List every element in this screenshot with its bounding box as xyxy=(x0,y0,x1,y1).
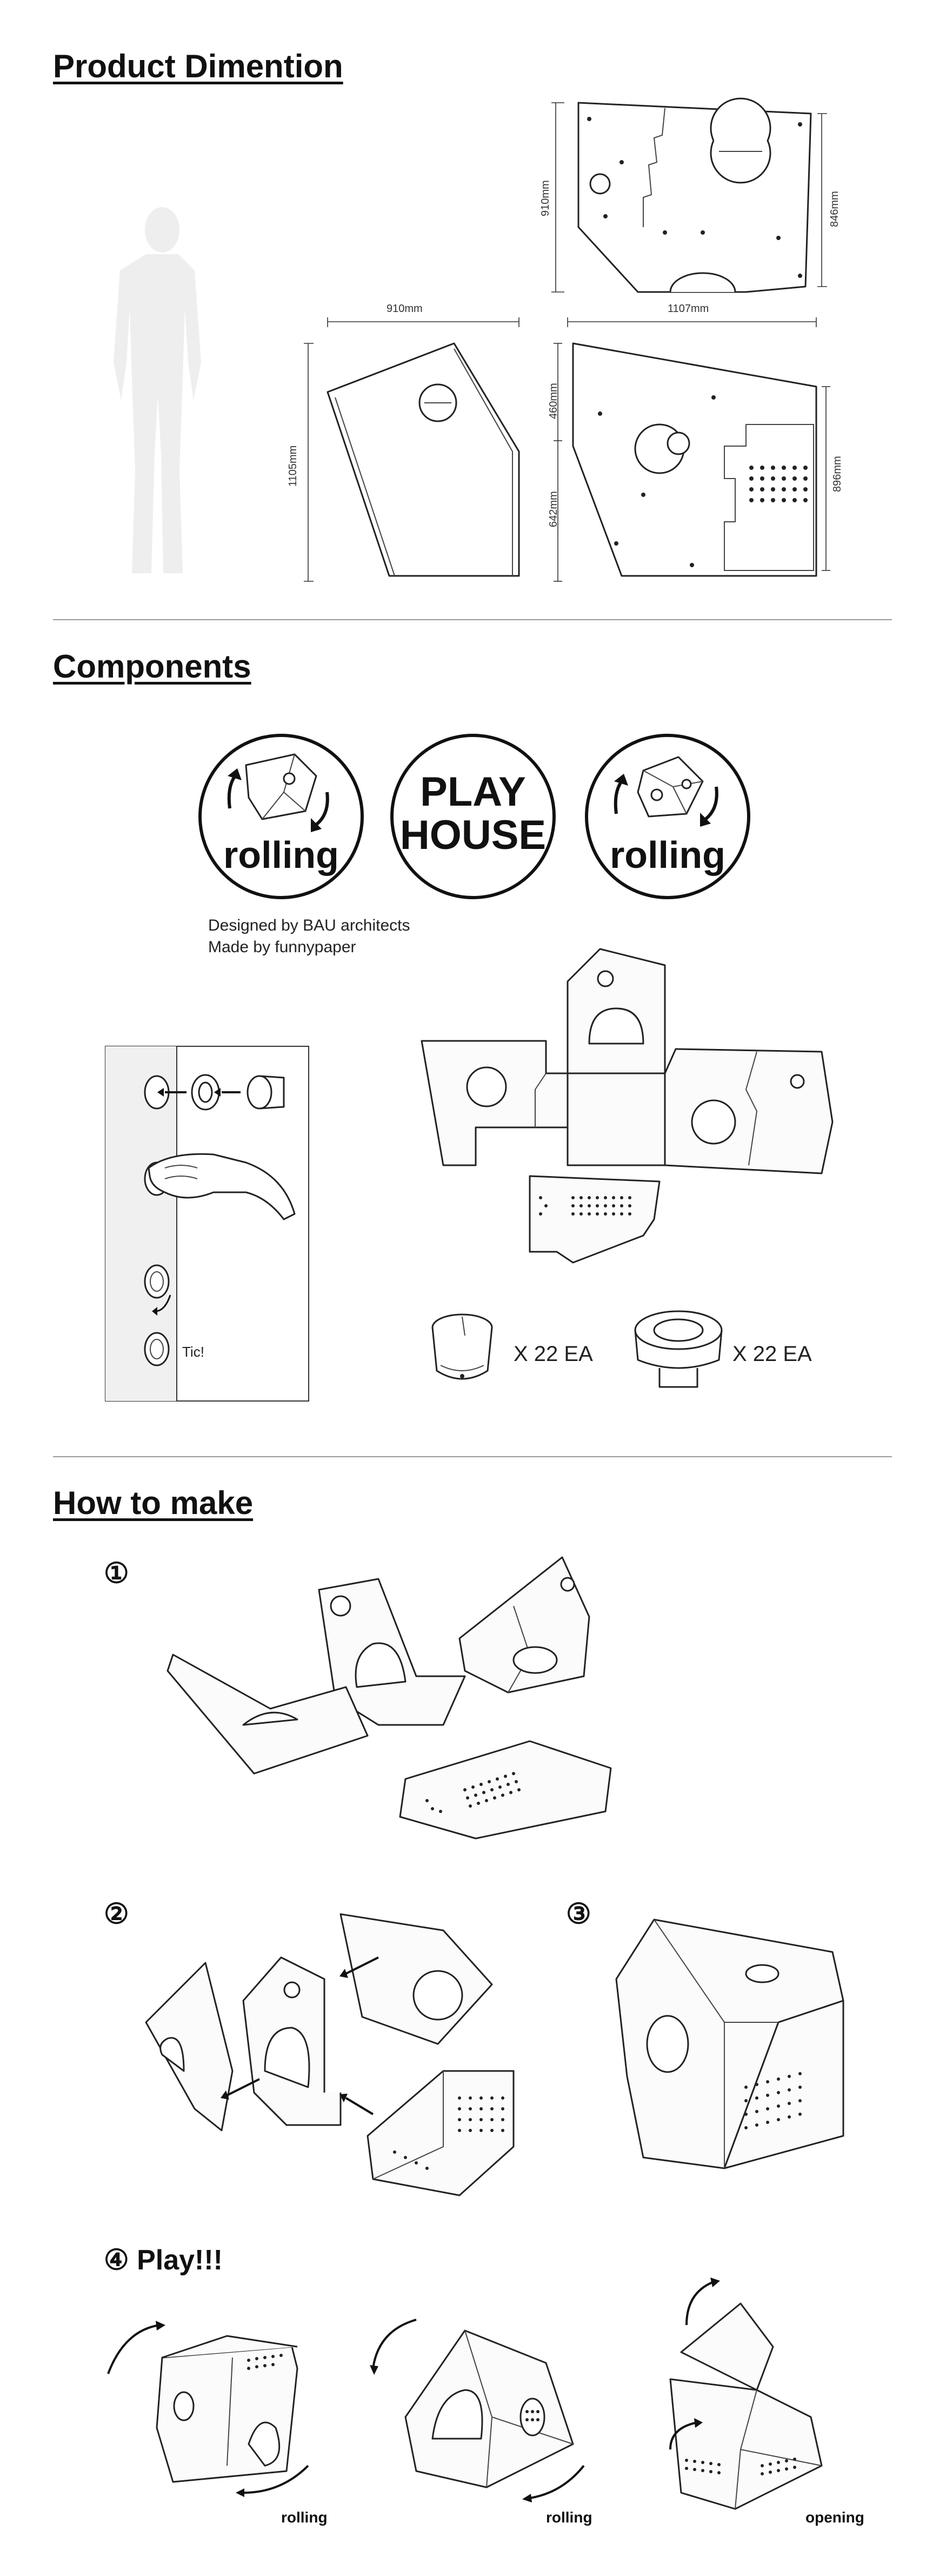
credit-made xyxy=(208,938,356,957)
svg-text:846mm: 846mm xyxy=(829,191,841,227)
step-4-label: ④ Play!!! xyxy=(104,2245,223,2276)
svg-text:460mm: 460mm xyxy=(548,383,559,419)
svg-text:Tic!: Tic! xyxy=(182,1344,204,1360)
svg-text:1105mm: 1105mm xyxy=(287,445,299,487)
svg-text:896mm: 896mm xyxy=(831,456,843,492)
step-1-panels-drawing xyxy=(162,1546,784,1849)
badge-rolling-left xyxy=(197,733,365,900)
step-3-assembled-drawing xyxy=(605,1914,854,2185)
front-view-drawing xyxy=(551,316,838,587)
play-rolling-1-drawing xyxy=(103,2320,324,2504)
credit-designed xyxy=(208,917,410,935)
section-title-howto: How to make xyxy=(53,1485,254,1521)
dim-front-right-label xyxy=(830,438,846,503)
svg-text:HOUSE: HOUSE xyxy=(399,812,547,858)
play-caption-2: rolling xyxy=(546,2509,592,2526)
svg-text:PLAY: PLAY xyxy=(420,769,526,815)
dim-front-width-label: 1107mm xyxy=(668,303,709,315)
svg-text:642mm: 642mm xyxy=(548,491,559,527)
credit-designed-prefix: Designed by xyxy=(208,917,303,934)
step-1-label: ① xyxy=(104,1558,129,1589)
fastener-qty-a: X 22 EA xyxy=(514,1342,593,1366)
credit-made-name: funnypaper xyxy=(275,938,356,956)
play-rolling-2-drawing xyxy=(368,2309,605,2504)
svg-text:rolling: rolling xyxy=(610,834,725,876)
divider-1 xyxy=(53,619,892,620)
unfolded-net-drawing xyxy=(411,949,838,1327)
step-2-label: ② xyxy=(104,1898,129,1930)
credit-made-prefix: Made by xyxy=(208,938,275,956)
dim-front-upper-label xyxy=(546,368,562,427)
human-silhouette-icon xyxy=(108,200,205,579)
step-2-assembly-drawing xyxy=(135,1893,535,2228)
divider-2 xyxy=(53,1456,892,1457)
badge-rolling-right xyxy=(584,733,751,900)
play-caption-1: rolling xyxy=(281,2509,328,2526)
top-view-drawing xyxy=(541,97,843,303)
svg-text:910mm: 910mm xyxy=(539,180,551,216)
credit-designed-name: BAU architects xyxy=(303,917,410,934)
fastener-part-a-icon xyxy=(427,1311,497,1392)
step-3-label: ③ xyxy=(566,1898,591,1930)
fastener-installation-drawing xyxy=(105,1046,311,1403)
svg-text:rolling: rolling xyxy=(223,834,339,876)
dim-top-right-label xyxy=(827,173,843,238)
side-view-drawing xyxy=(292,316,530,587)
badge-play-house xyxy=(389,733,557,900)
fastener-part-b-icon xyxy=(630,1306,727,1398)
dim-top-left-label xyxy=(538,162,554,227)
dim-front-lower-label xyxy=(546,476,562,535)
play-caption-3: opening xyxy=(805,2509,864,2526)
dim-side-height-label xyxy=(285,422,302,497)
fastener-qty-b: X 22 EA xyxy=(732,1342,812,1366)
section-title-components: Components xyxy=(53,648,251,685)
dim-side-width-label: 910mm xyxy=(387,303,423,315)
section-title-dimension: Product Dimention xyxy=(53,48,343,84)
play-opening-drawing xyxy=(649,2271,854,2509)
